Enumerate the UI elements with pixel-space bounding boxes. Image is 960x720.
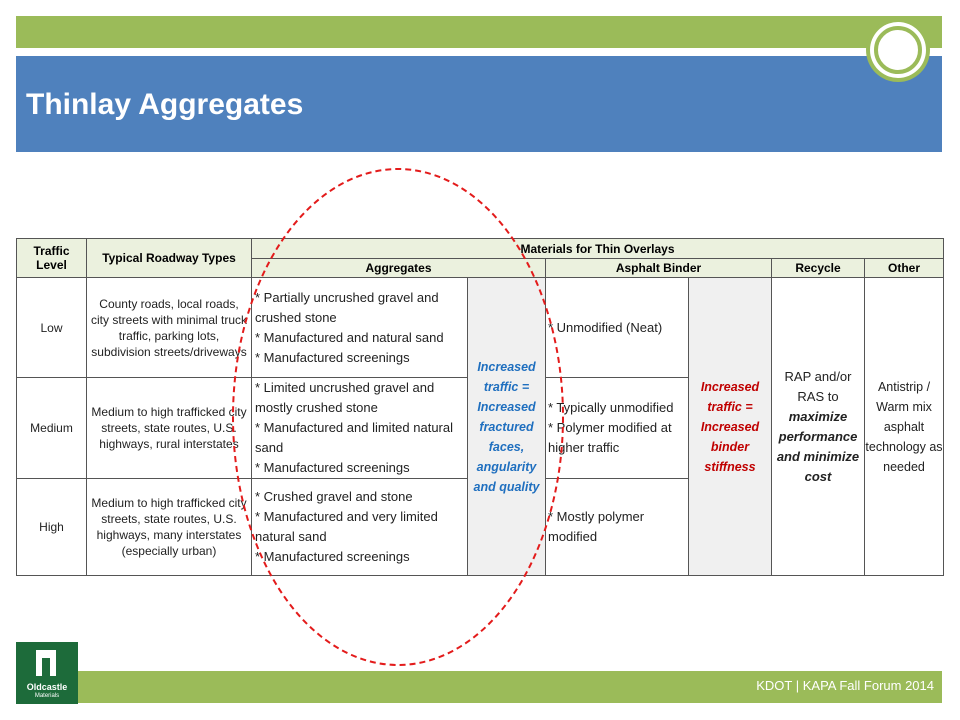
- aggregate-line: * Manufactured screenings: [255, 349, 410, 365]
- header-materials: Materials for Thin Overlays: [252, 239, 944, 259]
- roadway-cell: County roads, local roads, city streets with minimal truck traffic, parking lots, subdivision streets/driveways: [87, 278, 252, 378]
- binder-line: * Typically unmodified: [548, 400, 674, 415]
- binder-cell: [546, 479, 689, 576]
- traffic-level-cell: Medium: [17, 378, 87, 479]
- binder-cell: [546, 378, 689, 479]
- footer-text: KDOT | KAPA Fall Forum 2014: [756, 678, 934, 693]
- top-accent-bar: [16, 16, 942, 48]
- circle-logo-icon: [866, 18, 930, 82]
- slide-title: Thinlay Aggregates: [26, 88, 304, 121]
- header-aggregates: Aggregates: [252, 259, 546, 278]
- aggregates-cell: [252, 278, 468, 378]
- aggregate-line: * Crushed gravel and stone: [255, 489, 413, 504]
- recycle-cell: [772, 278, 865, 576]
- aggregate-line: * Manufactured and very limited natural sand: [255, 509, 438, 544]
- binder-line: * Unmodified (Neat): [548, 319, 663, 335]
- table-row: [17, 278, 944, 378]
- logo-sub: Materials: [34, 693, 60, 699]
- aggregates-cell: [252, 378, 468, 479]
- binder-cell: [546, 278, 689, 378]
- recycle-emphasis: maximize performance and minimize cost: [776, 408, 860, 484]
- aggregate-line: * Partially uncrushed gravel and crushed stone: [255, 289, 439, 325]
- header-other: Other: [865, 259, 944, 278]
- oldcastle-mark-icon: [36, 650, 56, 676]
- aggregate-line: * Manufactured screenings: [255, 460, 410, 475]
- binder-line: * Polymer modified at higher traffic: [548, 420, 672, 455]
- roadway-cell: Medium to high trafficked city streets, state routes, U.S. highways, many interstates (especially urban): [87, 479, 252, 576]
- recycle-text: RAP and/or RAS to: [784, 368, 852, 404]
- aggregate-line: * Limited uncrushed gravel and mostly crushed stone: [255, 380, 435, 415]
- binder-trend-note: Increased traffic = Increased binder stiffness: [689, 278, 772, 576]
- thin-overlay-materials-table: [16, 238, 944, 576]
- oldcastle-logo: [16, 642, 78, 704]
- header-roadway-types: Typical Roadway Types: [87, 239, 252, 278]
- other-cell: Antistrip / Warm mix asphalt technology as needed: [865, 278, 944, 576]
- aggregates-cell: [252, 479, 468, 576]
- aggregate-line: * Manufactured and natural sand: [255, 329, 444, 345]
- aggregate-trend-note: Increased traffic = Increased fractured faces, angularity and quality: [468, 278, 546, 576]
- traffic-level-cell: Low: [17, 278, 87, 378]
- aggregate-line: * Manufactured screenings: [255, 549, 410, 564]
- header-traffic-level: Traffic Level: [17, 239, 87, 278]
- header-binder: Asphalt Binder: [546, 259, 772, 278]
- aggregate-line: * Manufactured and limited natural sand: [255, 420, 454, 455]
- traffic-level-cell: High: [17, 479, 87, 576]
- header-recycle: Recycle: [772, 259, 865, 278]
- logo-brand: Oldcastle: [26, 682, 68, 692]
- roadway-cell: Medium to high trafficked city streets, state routes, U.S. highways, rural interstates: [87, 378, 252, 479]
- binder-line: * Mostly polymer modified: [548, 509, 645, 544]
